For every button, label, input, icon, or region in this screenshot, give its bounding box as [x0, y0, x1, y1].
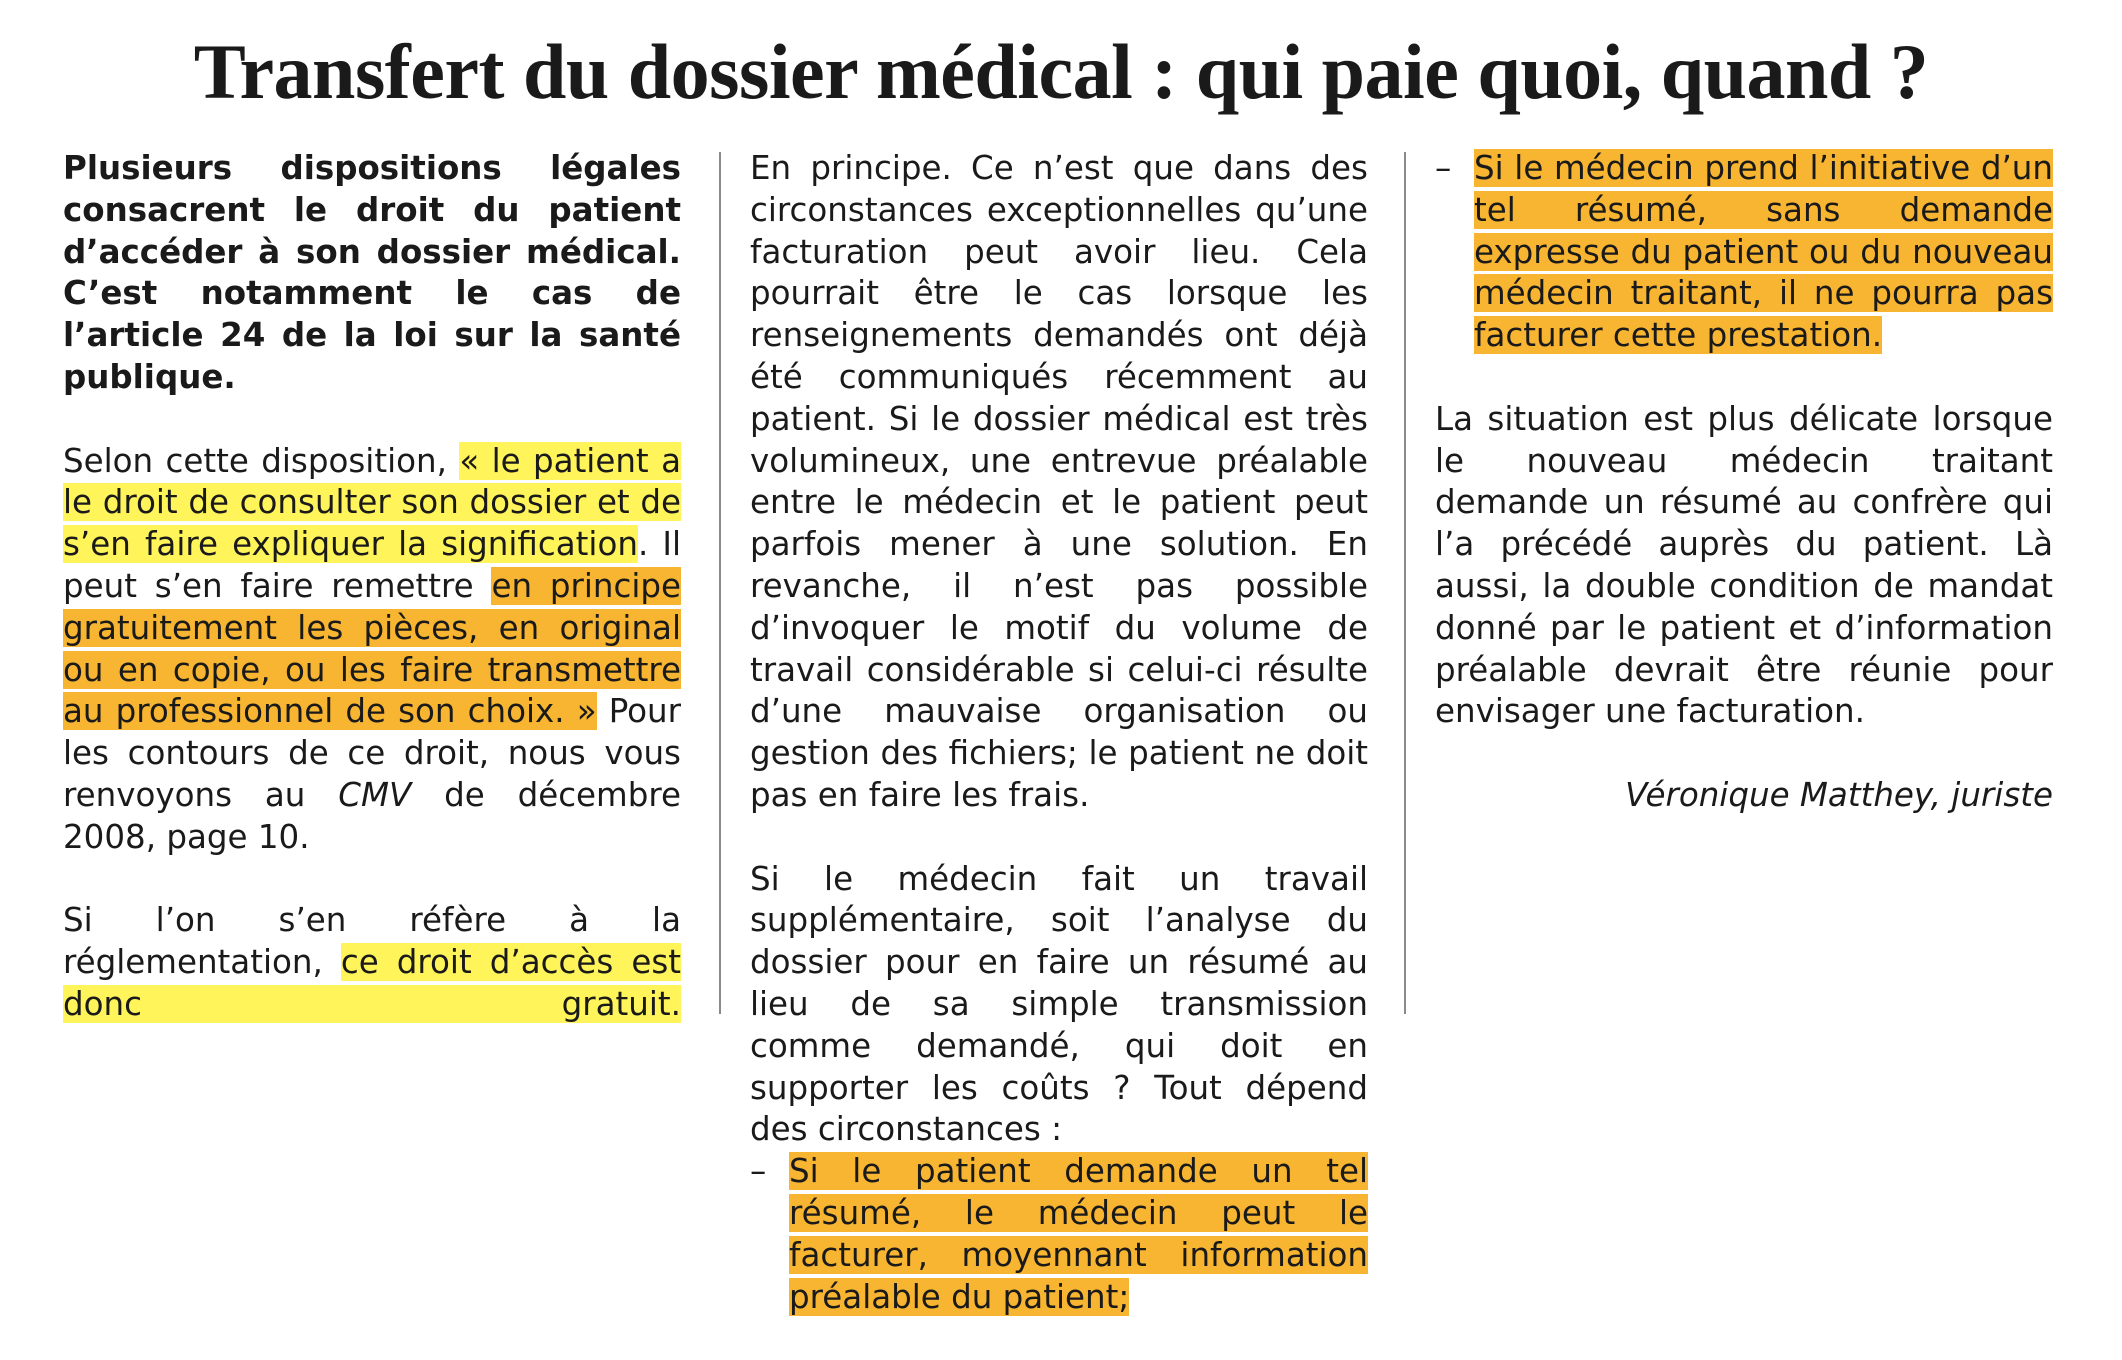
text-span: Selon cette disposition, [63, 441, 460, 480]
text-span: . Il peut s’en faire remettre [63, 525, 681, 605]
cmv-reference: CMV [338, 775, 412, 814]
highlight-orange: en principe gratuitement les pièces, en original ou en copie, ou les faire transmettre au professionnel de son choix. » [63, 566, 681, 731]
article-title: Transfert du dossier médical : qui paie quoi, quand ? [193, 28, 1929, 115]
text-span: de décembre 2008, page 10. [63, 775, 681, 856]
paragraph-gratuit-continued: En principe. Ce n’est que dans des circonstances exceptionnelles qu’une facturation peut avoir lieu. Cela pourrait être le cas lorsque les renseignements demandés ont déjà été communiqués récemment au patient. Si le dossier médical est très volumineux, une entrevue préalable entre le médecin et le patient peut parfois mener à une solution. En revanche, il n’est pas possible d’invoquer le motif du volume de travail considérable si celui-ci résulte d’une mauvaise organisation ou gestion des fichiers; le patient ne doit pas en faire les frais. [750, 149, 1368, 814]
column-2 [750, 148, 1368, 1360]
bullet-item [750, 1151, 1368, 1318]
highlight-orange: Si le patient demande un tel résumé, le médecin peut le facturer, moyennant information préalable du patient; [789, 1152, 1368, 1316]
bullet-item [1435, 148, 2053, 357]
highlight-yellow: « le patient a le droit de consulter son dossier et de s’en faire expliquer la signification [63, 441, 681, 564]
paragraph-quote [63, 441, 681, 859]
column-3 [1435, 148, 2053, 859]
column-1 [63, 148, 681, 1068]
paragraph-gratuit [63, 900, 681, 1025]
dash-marker: – [750, 1152, 767, 1191]
column-divider [719, 152, 721, 1014]
highlight-yellow: ce droit d’accès est donc gratuit. [63, 943, 681, 1023]
paragraph-delicate: La situation est plus délicate lorsque le nouveau médecin traitant demande un résumé au confrère qui l’a précédé auprès du patient. Là aussi, la double condition de mandat donné par le patient et d’information préalable devrait être réunie pour envisager une facturation. [1435, 399, 2053, 731]
text-span: Si l’on s’en réfère à la réglementation, [63, 901, 681, 982]
column-divider [1404, 152, 1406, 1014]
paragraph-supplement: Si le médecin fait un travail supplémentaire, soit l’analyse du dossier pour en faire un résumé au lieu de sa simple transmission comme demandé, qui doit en supporter les coûts ? Tout dépend des circonstances : [750, 859, 1368, 1149]
dash-marker: – [1435, 149, 1452, 187]
intro-paragraph: Plusieurs dispositions légales consacrent le droit du patient d’accéder à son dossier médical. C’est notamment le cas de l’article 24 de la loi sur la santé publique. [63, 149, 681, 396]
text-span: Pour les contours de ce droit, nous vous renvoyons au [63, 692, 681, 814]
highlight-orange: Si le médecin prend l’initiative d’un tel résumé, sans demande expresse du patient ou du nouveau médecin traitant, il ne pourra pas facturer cette prestation. [1474, 149, 2053, 355]
author-signature: Véronique Matthey, juriste [1625, 775, 2053, 814]
